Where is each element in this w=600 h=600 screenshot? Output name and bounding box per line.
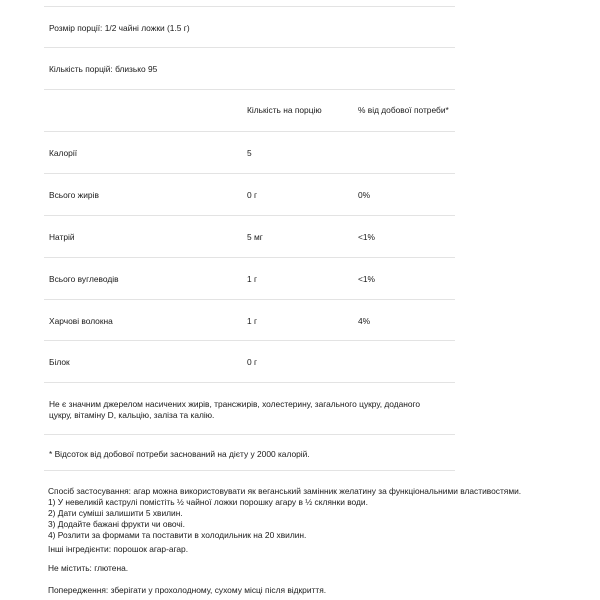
nutrient-daily-value: <1% xyxy=(358,232,375,242)
table-row xyxy=(44,299,455,341)
table-row xyxy=(44,340,455,383)
nutrient-amount: 1 г xyxy=(247,316,258,326)
daily-value-header: % від добової потреби* xyxy=(358,105,449,115)
daily-value-footnote: * Відсоток від добової потреби заснований на дієту у 2000 калорій. xyxy=(49,449,310,459)
servings-count: Кількість порцій: близько 95 xyxy=(49,64,158,74)
table-row xyxy=(44,257,455,300)
nutrient-name: Натрій xyxy=(49,232,75,242)
nutrient-name: Всього вуглеводів xyxy=(49,274,119,284)
usage-line: 4) Розлити за формами та поставити в холодильник на 20 хвилин. xyxy=(48,530,307,540)
usage-line: 3) Додайте бажані фрукти чи овочі. xyxy=(48,519,185,529)
serving-size: Розмір порції: 1/2 чайні ложки (1.5 г) xyxy=(49,23,190,33)
nutrient-daily-value: 4% xyxy=(358,316,371,326)
usage-line: 1) У невеликій каструлі помістіть ½ чайної ложки порошку агару в ½ склянки води. xyxy=(48,497,368,507)
nutrient-name: Білок xyxy=(49,357,70,367)
usage-instructions xyxy=(48,486,568,541)
nutrient-amount: 5 xyxy=(247,148,252,158)
storage-warning: Попередження: зберігати у прохолодному, сухому місці після відкриття. xyxy=(48,585,327,595)
nutrient-note-row xyxy=(44,382,455,435)
nutrient-name: Харчові волокна xyxy=(49,316,113,326)
table-row xyxy=(44,131,455,174)
usage-line: Спосіб застосування: агар можна використовувати як веганський замінник желатину за функціональними властивостями. xyxy=(48,486,522,496)
table-row xyxy=(44,173,455,216)
nutrient-daily-value: 0% xyxy=(358,190,371,200)
serving-size-row xyxy=(44,6,455,48)
nutrient-name: Всього жирів xyxy=(49,190,99,200)
table-header-row xyxy=(44,89,455,132)
nutrient-daily-value: <1% xyxy=(358,274,375,284)
nutrient-note-line: цукру, вітаміну D, кальцію, заліза та калію. xyxy=(49,410,215,420)
nutrient-amount: 0 г xyxy=(247,190,258,200)
usage-line: 2) Дати суміші залишити 5 хвилин. xyxy=(48,508,183,518)
other-ingredients: Інші інгредієнти: порошок агар-агар. xyxy=(48,544,189,554)
footnote-row xyxy=(44,434,455,471)
amount-per-serving-header: Кількість на порцію xyxy=(247,105,322,115)
nutrient-amount: 1 г xyxy=(247,274,258,284)
nutrient-note-line: Не є значним джерелом насичених жирів, трансжирів, холестерину, загального цукру, доданого xyxy=(49,399,421,409)
table-row xyxy=(44,215,455,258)
nutrient-amount: 5 мг xyxy=(247,232,263,242)
allergen-info: Не містить: глютена. xyxy=(48,563,129,573)
nutrient-name: Калорії xyxy=(49,148,78,158)
nutrient-amount: 0 г xyxy=(247,357,258,367)
servings-count-row xyxy=(44,47,455,90)
